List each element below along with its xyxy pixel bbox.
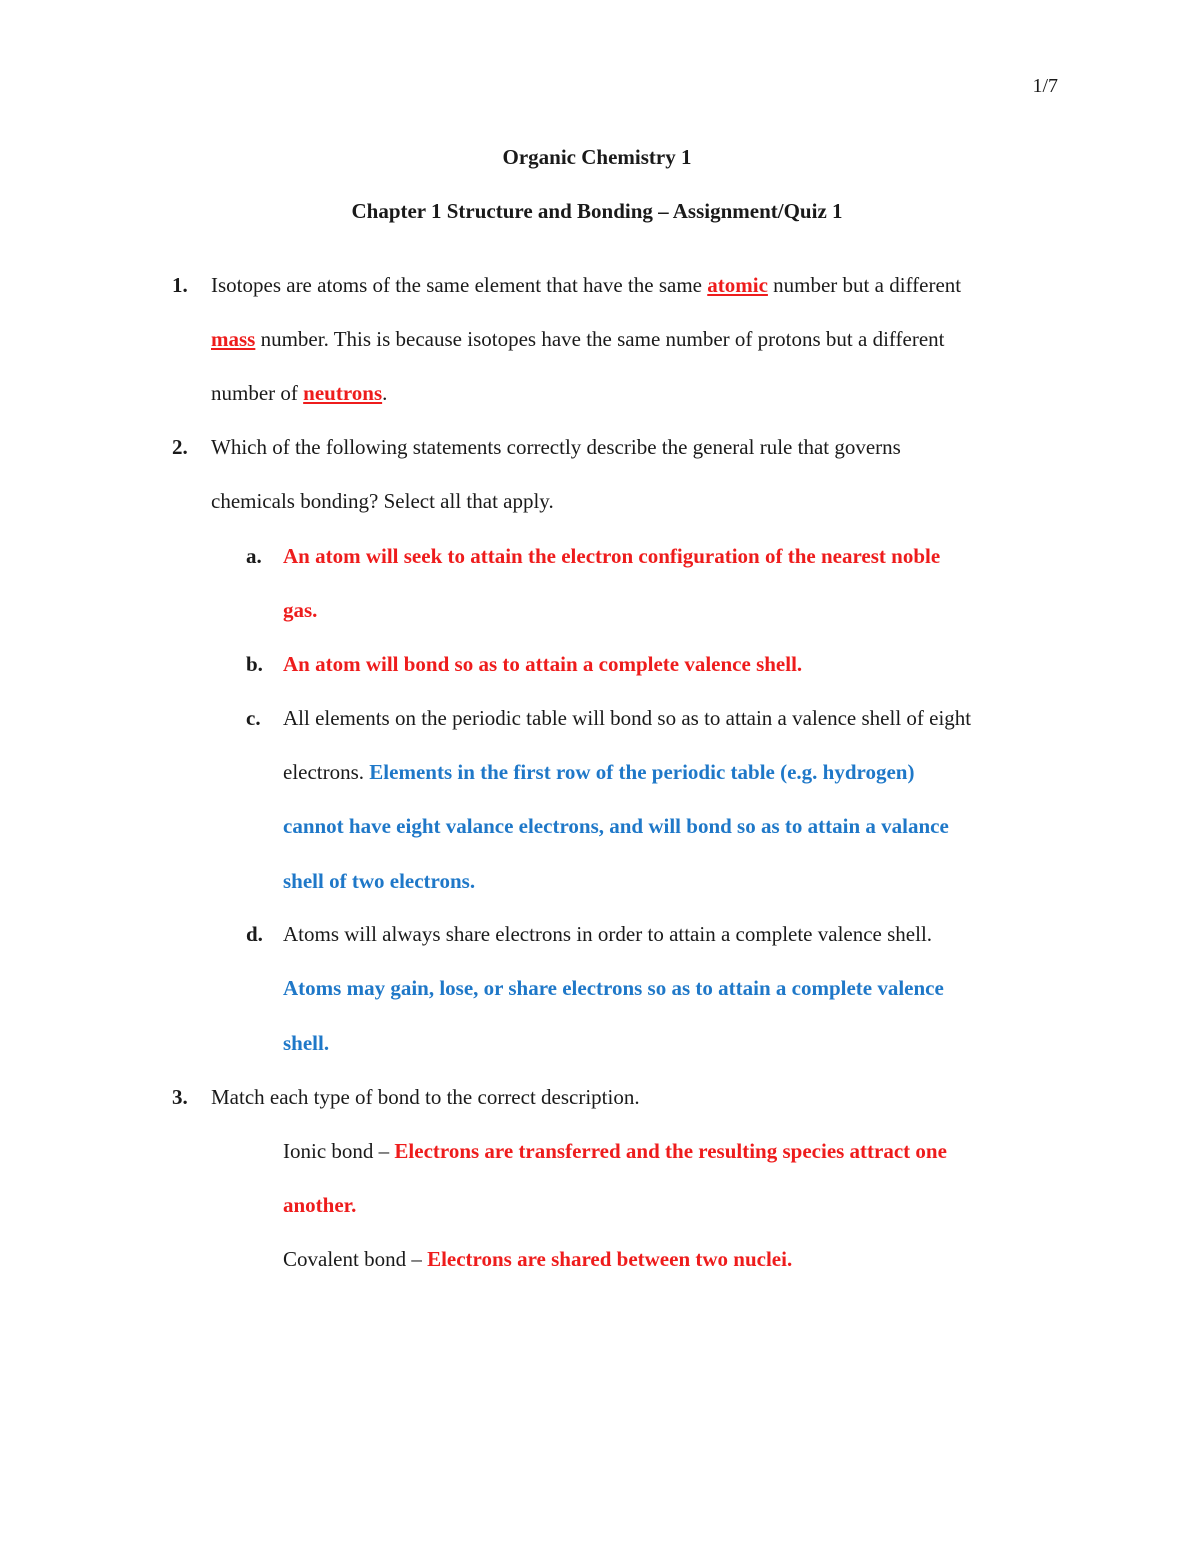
question-1-number: 1. xyxy=(172,273,188,297)
question-1-line-3: number of neutrons. xyxy=(211,381,388,405)
covalent-bond-line xyxy=(283,1246,792,1272)
question-1-line-2: mass number. This is because isotopes have the same number of protons but a different xyxy=(211,327,945,351)
option-d-letter: d. xyxy=(246,922,263,946)
document-subtitle: Chapter 1 Structure and Bonding – Assignment/Quiz 1 xyxy=(351,199,843,223)
question-3-number: 3. xyxy=(172,1085,188,1109)
option-b-letter: b. xyxy=(246,652,263,676)
ionic-bond-label: Ionic bond – xyxy=(283,1139,395,1163)
covalent-bond-label: Covalent bond – xyxy=(283,1247,428,1271)
option-c-line-3: cannot have eight valance electrons, and will bond so as to attain a valance xyxy=(283,814,949,838)
answer-atomic: atomic xyxy=(707,273,768,297)
page-number: 1/7 xyxy=(1032,75,1058,97)
ionic-bond-line-1 xyxy=(283,1138,947,1164)
ionic-bond-answer: Electrons are transferred and the resulting species attract one xyxy=(394,1139,947,1163)
option-d-line-2: Atoms may gain, lose, or share electrons so as to attain a complete valence xyxy=(283,976,944,1000)
option-c-letter: c. xyxy=(246,706,261,730)
question-1-text: Isotopes are atoms of the same element that have the same atomic number but a different xyxy=(211,273,962,297)
covalent-bond-answer: Electrons are shared between two nuclei. xyxy=(427,1247,793,1271)
answer-neutrons: neutrons xyxy=(303,381,383,405)
option-c-correction: Elements in the first row of the periodic table (e.g. hydrogen) xyxy=(369,760,915,784)
document-title: Organic Chemistry 1 xyxy=(502,145,692,169)
option-a-line-2: gas. xyxy=(283,598,318,622)
option-c-line-4: shell of two electrons. xyxy=(283,869,476,893)
answer-mass: mass xyxy=(211,327,256,351)
ionic-bond-line-2: another. xyxy=(283,1193,357,1217)
option-c-line-2: electrons. Elements in the first row of the periodic table (e.g. hydrogen) xyxy=(283,760,915,784)
question-2-line-2: chemicals bonding? Select all that apply. xyxy=(211,489,554,513)
document-page: 1/7 Organic Chemistry 1 Chapter 1 Structure and Bonding – Assignment/Quiz 1 1. Isotopes are atoms of the same element that have the same atomic number but a different mass number. This is because isotopes have the same number of protons but a different number of neutrons. 2. Which of the following statements correctly describe the general rule that governs chemicals bonding? Select all that apply. a. An atom will seek to attain the electron configuration of the nearest noble gas. b. An atom will bond so as to attain a complete valence shell. c. All elements on the periodic table will bond so as to attain a valence shell of eight electrons. Elements in the first row of the periodic table (e.g. hydrogen) cannot have eight valance electrons, and will bond so as to attain a valance shell of two electrons. d. Atoms will always share electrons in order to attain a complete valence shell. Atoms may gain, lose, or share electrons so as to attain a complete valence shell. 3. Match each type of bond to the correct description. Ionic bond – Electrons are transferred and the resulting species attract one another. Covalent bond – Electrons are shared between two nuclei. xyxy=(0,0,1200,1553)
option-a-letter: a. xyxy=(246,544,262,568)
question-2-number: 2. xyxy=(172,435,188,459)
option-d-line-3: shell. xyxy=(283,1031,330,1055)
